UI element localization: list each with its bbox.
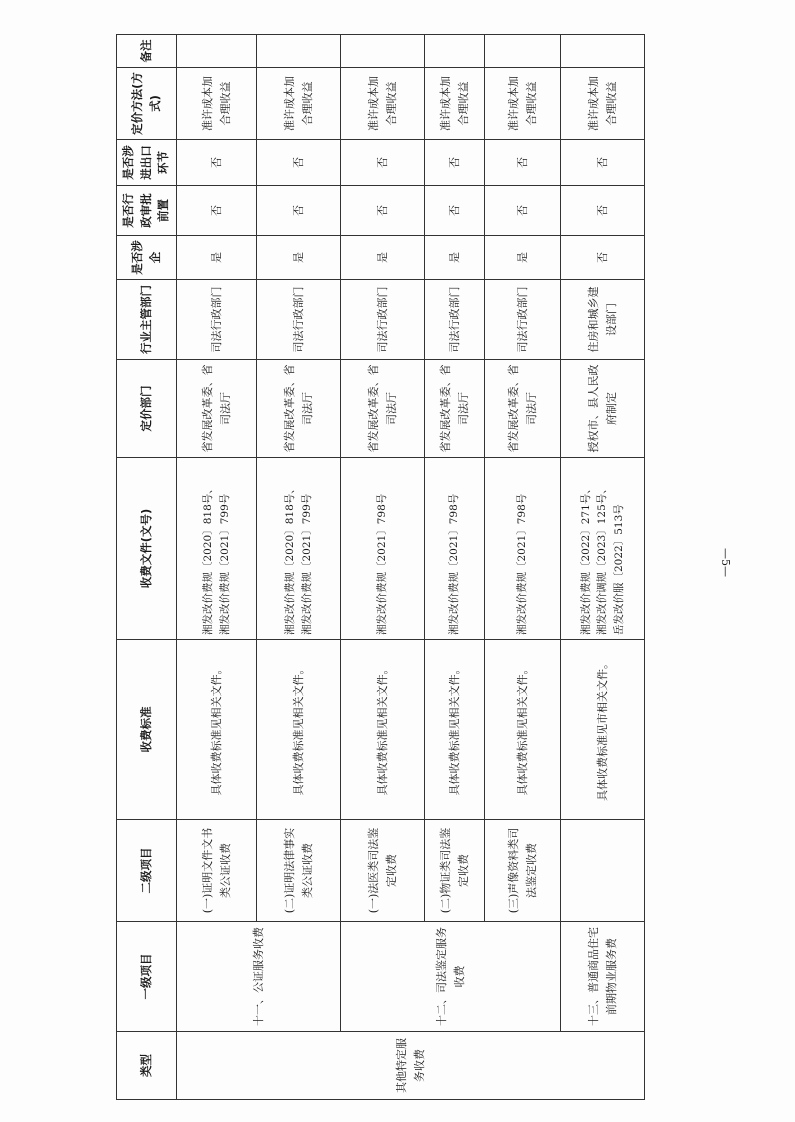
remark-cell xyxy=(341,35,425,68)
level2-cell: (三)声像资料类司法鉴定收费 xyxy=(485,820,561,922)
table-row xyxy=(341,35,425,1100)
header-enterprise: 是否涉企 xyxy=(117,236,177,280)
table-row xyxy=(177,35,257,1100)
level1-cell: 十二、司法鉴定服务收费 xyxy=(341,922,561,1032)
enterprise-cell: 是 xyxy=(341,236,425,280)
page-number: —5— xyxy=(719,548,732,577)
method-cell: 准许成本加合理收益 xyxy=(485,68,561,140)
enterprise-cell: 是 xyxy=(257,236,341,280)
header-supervisor: 行业主管部门 xyxy=(117,280,177,360)
table-row xyxy=(561,35,645,1100)
document-line: 湘发改价费规〔2022〕271号、 xyxy=(580,483,593,635)
fee-table xyxy=(116,34,645,1100)
standard-cell: 具体收费标准见相关文件。 xyxy=(341,640,425,820)
header-approval: 是否行政审批前置 xyxy=(117,186,177,236)
level2-cell: (一)证明文件文书类公证收费 xyxy=(177,820,257,922)
header-pricing-dept: 定价部门 xyxy=(117,360,177,458)
document-cell xyxy=(425,458,485,640)
approval-cell: 否 xyxy=(341,186,425,236)
rotated-table-container xyxy=(116,35,644,1100)
document-line: 湘发改价费规〔2020〕818号、 xyxy=(284,483,297,635)
method-cell: 准许成本加合理收益 xyxy=(341,68,425,140)
pricing-dept-cell: 省发展改革委、省司法厅 xyxy=(177,360,257,458)
document-line: 湘发改价费规〔2021〕798号 xyxy=(516,493,529,635)
pricing-dept-cell: 省发展改革委、省司法厅 xyxy=(425,360,485,458)
enterprise-cell: 是 xyxy=(425,236,485,280)
standard-cell: 具体收费标准见市相关文件。 xyxy=(561,640,645,820)
enterprise-cell: 否 xyxy=(561,236,645,280)
approval-cell: 否 xyxy=(425,186,485,236)
standard-cell: 具体收费标准见相关文件。 xyxy=(257,640,341,820)
standard-cell: 具体收费标准见相关文件。 xyxy=(177,640,257,820)
supervisor-cell: 住房和城乡建设部门 xyxy=(561,280,645,360)
header-level1: 一级项目 xyxy=(117,922,177,1032)
standard-cell: 具体收费标准见相关文件。 xyxy=(425,640,485,820)
approval-cell: 否 xyxy=(257,186,341,236)
supervisor-cell: 司法行政部门 xyxy=(341,280,425,360)
header-remark: 备注 xyxy=(117,35,177,68)
remark-cell xyxy=(425,35,485,68)
remark-cell xyxy=(177,35,257,68)
remark-cell xyxy=(561,35,645,68)
supervisor-cell: 司法行政部门 xyxy=(425,280,485,360)
approval-cell: 否 xyxy=(561,186,645,236)
header-level2: 二级项目 xyxy=(117,820,177,922)
document-line: 岳发改价服〔2022〕513号 xyxy=(612,504,625,635)
header-category: 类型 xyxy=(117,1032,177,1100)
document-line: 湘发改价费规〔2021〕799号 xyxy=(300,493,313,635)
method-cell: 准许成本加合理收益 xyxy=(177,68,257,140)
header-document: 收费文件(文号) xyxy=(117,458,177,640)
import-export-cell: 否 xyxy=(561,140,645,186)
import-export-cell: 否 xyxy=(425,140,485,186)
import-export-cell: 否 xyxy=(257,140,341,186)
import-export-cell: 否 xyxy=(341,140,425,186)
level1-cell: 十一、公证服务收费 xyxy=(177,922,341,1032)
document-line: 湘发改价费规〔2020〕818号、 xyxy=(202,483,215,635)
header-row xyxy=(117,35,177,1100)
level2-cell: (二)证明法律事实类公证收费 xyxy=(257,820,341,922)
supervisor-cell: 司法行政部门 xyxy=(257,280,341,360)
document-cell xyxy=(561,458,645,640)
document-line: 湘发改价费规〔2021〕798号 xyxy=(448,493,461,635)
import-export-cell: 否 xyxy=(177,140,257,186)
document-line: 湘发改价费规〔2021〕798号 xyxy=(376,493,389,635)
method-cell: 准许成本加合理收益 xyxy=(561,68,645,140)
pricing-dept-cell: 省发展改革委、省司法厅 xyxy=(257,360,341,458)
remark-cell xyxy=(257,35,341,68)
enterprise-cell: 是 xyxy=(177,236,257,280)
level2-cell: (一)法医类司法鉴定收费 xyxy=(341,820,425,922)
level2-cell xyxy=(561,820,645,922)
supervisor-cell: 司法行政部门 xyxy=(177,280,257,360)
pricing-dept-cell: 省发展改革委、省司法厅 xyxy=(485,360,561,458)
pricing-dept-cell: 授权市、县人民政府制定 xyxy=(561,360,645,458)
document-cell xyxy=(177,458,257,640)
document-cell xyxy=(257,458,341,640)
method-cell: 准许成本加合理收益 xyxy=(425,68,485,140)
document-line: 湘发改价费规〔2021〕799号 xyxy=(218,493,231,635)
pricing-dept-cell: 省发展改革委、省司法厅 xyxy=(341,360,425,458)
header-method: 定价方法(方式) xyxy=(117,68,177,140)
supervisor-cell: 司法行政部门 xyxy=(485,280,561,360)
document-cell xyxy=(341,458,425,640)
method-cell: 准许成本加合理收益 xyxy=(257,68,341,140)
header-import-export: 是否涉进出口环节 xyxy=(117,140,177,186)
header-standard: 收费标准 xyxy=(117,640,177,820)
import-export-cell: 否 xyxy=(485,140,561,186)
level2-cell: (二)物证类司法鉴定收费 xyxy=(425,820,485,922)
level1-cell: 十三、普通商品住宅前期物业服务费 xyxy=(561,922,645,1032)
approval-cell: 否 xyxy=(177,186,257,236)
remark-cell xyxy=(485,35,561,68)
approval-cell: 否 xyxy=(485,186,561,236)
document-line: 湘发改价调规〔2023〕125号、 xyxy=(596,483,609,635)
document-cell xyxy=(485,458,561,640)
enterprise-cell: 是 xyxy=(485,236,561,280)
standard-cell: 具体收费标准见相关文件。 xyxy=(485,640,561,820)
category-cell: 其他特定服务收费 xyxy=(177,1032,645,1100)
